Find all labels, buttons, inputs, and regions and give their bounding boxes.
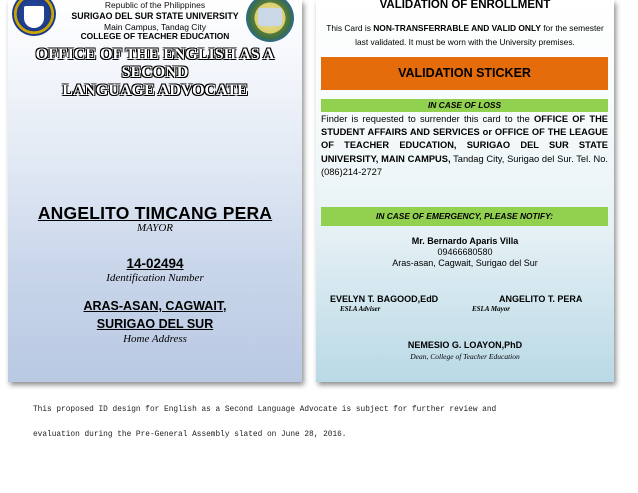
office-title-line1: OFFICE OF THE ENGLISH AS A SECOND [35,46,275,81]
loss-text-a: Finder is requested to surrender this card to the [321,114,534,124]
loss-header: IN CASE OF LOSS [321,99,608,112]
review-note-line1: This proposed ID design for English as a Second Language Advocate is subject for further review and [33,406,497,414]
holder-position: MAYOR [136,222,174,234]
office-title-line2: LANGUAGE ADVOCATE [62,82,248,99]
campus-label: Main Campus, Tandag City [104,22,206,32]
signatory-mayor-role: ESLA Mayor [472,305,510,313]
id-number: 14-02494 [126,256,184,271]
signatory-adviser-name: EVELYN T. BAGOOD,EdD [330,294,439,304]
signatory-mayor-name: ANGELITO T. PERA [499,294,583,304]
id-number-label: Identification Number [106,272,204,284]
signatory-dean-name: NEMESIO G. LOAYON,PhD [407,340,523,350]
validation-title: VALIDATION OF ENROLLMENT [379,0,551,11]
college-name: COLLEGE OF TEACHER EDUCATION [80,31,230,41]
validation-text-c: for the semester last validated. It must be worn with the University premises. [355,23,604,47]
loss-instructions [321,113,608,179]
signatory-adviser-role: ESLA Adviser [340,305,381,313]
emergency-contact-phone: 09466680580 [437,247,493,257]
id-card-back [316,0,614,382]
validation-sticker-box: VALIDATION STICKER [321,57,608,90]
emergency-contact-name: Mr. Bernardo Aparis Villa [411,236,519,246]
holder-name: ANGELITO TIMCANG PERA [37,203,273,223]
loss-text-b: OFFICE OF THE STUDENT AFFAIRS AND SERVICES or OFFICE OF THE LEAGUE OF TEACHER EDUCATION, SURIGAO DEL SUR STATE UNIVERSITY, MAIN CAMPUS, [321,114,608,164]
loss-text-c: Tandag City, Surigao del Sur. Tel. No. (086)214-2727 [321,153,608,177]
office-title [8,46,302,100]
home-address-label: Home Address [123,333,187,345]
validation-text [322,21,608,49]
validation-text-b: NON-TRANSFERRABLE AND VALID ONLY [373,23,541,33]
signatory-dean-role: Dean, College of Teacher Education [410,352,520,361]
validation-text-a: This Card is [326,23,374,33]
emergency-header: IN CASE OF EMERGENCY, PLEASE NOTIFY: [321,207,608,226]
id-card-front [8,0,302,382]
emergency-contact-address: Aras-asan, Cagwait, Surigao del Sur [392,258,538,268]
home-address-line2: SURIGAO DEL SUR [96,317,214,331]
home-address-line1: ARAS-ASAN, CAGWAIT, [83,299,227,313]
review-note-line2: evaluation during the Pre-General Assembly slated on June 28, 2016. [33,431,347,439]
university-name: SURIGAO DEL SUR STATE UNIVERSITY [71,11,239,21]
republic-label: Republic of the Philippines [104,0,206,10]
